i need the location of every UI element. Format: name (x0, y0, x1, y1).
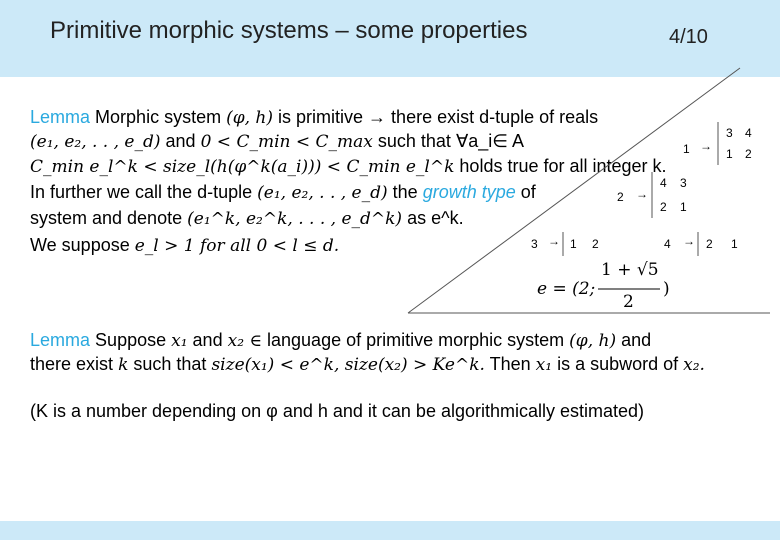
cell: 1 (731, 237, 738, 251)
cell: 1 (680, 200, 687, 214)
diagram-diagonal (408, 68, 740, 313)
lemma1-line4: In further we call the d-tuple (e₁, e₂, . . , e_d) the growth type of (30, 182, 536, 203)
cell: 1 (726, 147, 733, 161)
lemma1-line6: We suppose e_l > 1 for all 0 < l ≤ d. (30, 235, 340, 256)
page-title: Primitive morphic systems – some properties (50, 17, 528, 44)
lemma1-label: Lemma (30, 107, 91, 127)
arrow-icon: → (700, 139, 712, 153)
cell: 2 (706, 237, 713, 251)
cell: 3 (726, 126, 733, 140)
cell: 2 (617, 190, 624, 204)
lemma2-line1: Lemma Suppose x₁ and x₂ ∈ language of primitive morphic system (φ, h) and (30, 330, 652, 351)
arrow-icon: → (683, 234, 695, 248)
footer-bar (0, 521, 780, 540)
cell: 2 (660, 200, 667, 214)
lemma1-line3: C_min e_l^k < size_l(h(φ^k(a_i))) < C_min e_l^k holds true for all integer k. (30, 156, 667, 177)
growth-type-term: growth type (422, 182, 516, 202)
lemma1-line1: Lemma Morphic system (φ, h) is primitive → there exist d-tuple of reals (30, 107, 599, 128)
cell: 3 (680, 176, 687, 190)
cell: 1 (683, 142, 690, 156)
cell: 4 (745, 126, 752, 140)
cell: 2 (745, 147, 752, 161)
lemma2-label: Lemma (30, 330, 91, 350)
arrow-icon: → (636, 187, 648, 201)
page-number: 4/10 (669, 26, 708, 48)
cell: 2 (592, 237, 599, 251)
cell: 4 (664, 237, 671, 251)
lemma2-line2: there exist k such that size(x₁) < e^k, size(x₂) > Ke^k. Then x₁ is a subword of x₂. (30, 354, 705, 375)
cell: 4 (660, 176, 667, 190)
lemma1-line2: (e₁, e₂, . . , e_d) and 0 < C_min < C_max such that ∀a_i∈ A (30, 131, 524, 152)
cell: 3 (531, 237, 538, 251)
arrow-icon: → (548, 234, 560, 248)
lemma1-line5: system and denote (e₁^k, e₂^k, . . . , e_d^k) as e^k. (30, 208, 464, 229)
cell: 1 (570, 237, 577, 251)
lemma2-note: (K is a number depending on φ and h and it can be algorithmically estimated) (30, 401, 645, 421)
